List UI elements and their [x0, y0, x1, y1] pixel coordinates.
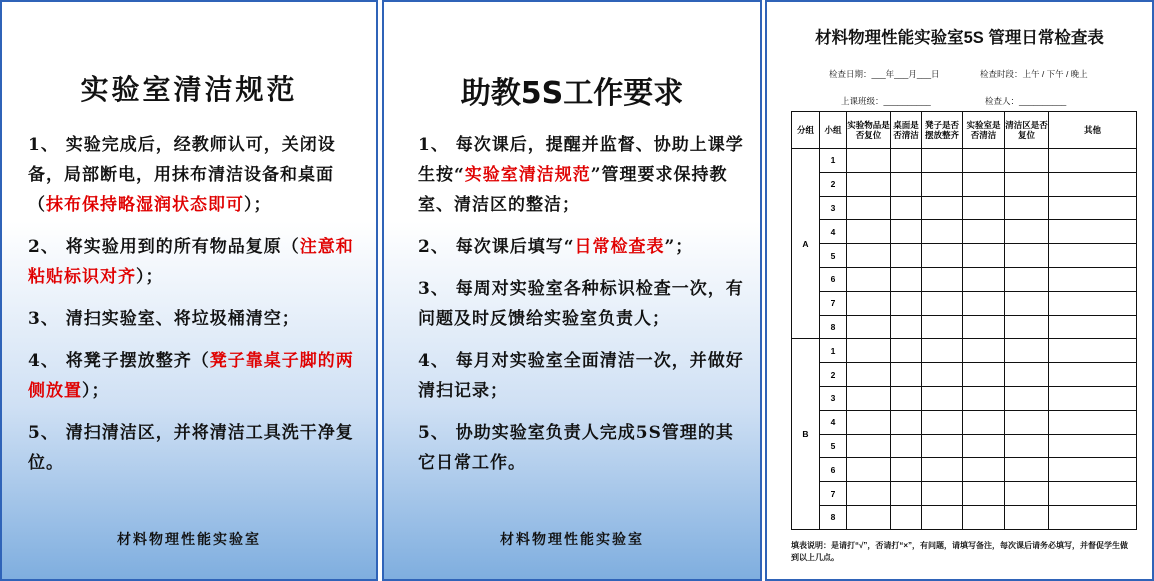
check-cell[interactable]	[1049, 410, 1137, 434]
check-cell[interactable]	[922, 434, 963, 458]
period-field[interactable]: 检查时段：上午 / 下午 / 晚上	[980, 69, 1088, 79]
table-row	[792, 458, 1137, 482]
column-header: 其他	[1049, 112, 1137, 149]
check-cell[interactable]	[1049, 505, 1137, 529]
check-cell[interactable]	[963, 220, 1005, 244]
rules-list	[28, 130, 358, 490]
date-field[interactable]: 检查日期：___年___月___日	[829, 69, 940, 79]
check-cell[interactable]	[922, 386, 963, 410]
subgroup-number-cell: 5	[820, 244, 847, 268]
check-cell[interactable]	[922, 220, 963, 244]
subgroup-number-cell: 5	[820, 434, 847, 458]
rule-item: 2、 将实验用到的所有物品复原（注意和粘贴标识对齐）；	[28, 237, 354, 287]
check-cell[interactable]	[1049, 172, 1137, 196]
check-cell[interactable]	[891, 196, 922, 220]
check-cell[interactable]	[847, 149, 891, 173]
check-cell[interactable]	[847, 291, 891, 315]
check-cell[interactable]	[891, 410, 922, 434]
subgroup-number-cell: 2	[820, 172, 847, 196]
requirements-list	[418, 130, 746, 490]
table-row	[792, 339, 1137, 363]
check-cell[interactable]	[963, 339, 1005, 363]
subgroup-number-cell: 3	[820, 196, 847, 220]
table-row	[792, 149, 1137, 173]
check-cell[interactable]	[963, 434, 1005, 458]
group-cell: B	[792, 339, 820, 529]
check-cell[interactable]	[963, 363, 1005, 387]
check-cell[interactable]	[963, 267, 1005, 291]
check-cell[interactable]	[891, 434, 922, 458]
requirement-item: 4、 每月对实验室全面清洁一次，并做好清扫记录；	[418, 351, 744, 401]
table-row	[792, 482, 1137, 506]
check-cell[interactable]	[1049, 482, 1137, 506]
check-cell[interactable]	[1005, 220, 1049, 244]
subgroup-number-cell: 2	[820, 363, 847, 387]
poster-footer: 材料物理性能实验室	[500, 532, 644, 548]
check-cell[interactable]	[1005, 196, 1049, 220]
table-row	[792, 220, 1137, 244]
check-cell[interactable]	[1005, 410, 1049, 434]
check-cell[interactable]	[963, 149, 1005, 173]
check-cell[interactable]	[1005, 149, 1049, 173]
check-cell[interactable]	[847, 458, 891, 482]
check-cell[interactable]	[891, 172, 922, 196]
check-cell[interactable]	[891, 149, 922, 173]
column-header: 分组	[792, 112, 820, 149]
check-cell[interactable]	[963, 244, 1005, 268]
check-cell[interactable]	[1005, 482, 1049, 506]
check-cell[interactable]	[1005, 315, 1049, 339]
check-cell[interactable]	[1005, 386, 1049, 410]
table-row	[792, 267, 1137, 291]
table-row	[792, 196, 1137, 220]
form-instructions: 填表说明：是请打“√”，否请打“×”，有问题，请填写备注，每次课后请务必填写，并督促学生做到以上几点。	[791, 541, 1129, 562]
table-header-row	[792, 112, 1137, 149]
table-row	[792, 505, 1137, 529]
subgroup-number-cell: 4	[820, 410, 847, 434]
check-cell[interactable]	[847, 267, 891, 291]
check-cell[interactable]	[922, 291, 963, 315]
check-cell[interactable]	[1005, 267, 1049, 291]
column-header: 凳子是否摆放整齐	[922, 112, 963, 149]
check-cell[interactable]	[922, 267, 963, 291]
check-cell[interactable]	[922, 196, 963, 220]
form-title: 材料物理性能实验室5S 管理日常检查表	[815, 29, 1104, 47]
check-cell[interactable]	[922, 149, 963, 173]
check-cell[interactable]	[922, 410, 963, 434]
table-row	[792, 386, 1137, 410]
check-cell[interactable]	[963, 291, 1005, 315]
requirement-item: 1、 每次课后，提醒并监督、协助上课学生按“实验室清洁规范”管理要求保持教室、清洁区的整洁；	[418, 135, 744, 215]
check-cell[interactable]	[847, 220, 891, 244]
check-cell[interactable]	[891, 505, 922, 529]
requirement-item: 2、 每次课后填写“日常检查表”；	[418, 237, 694, 257]
check-cell[interactable]	[891, 458, 922, 482]
check-cell[interactable]	[1005, 434, 1049, 458]
check-cell[interactable]	[1049, 244, 1137, 268]
check-cell[interactable]	[963, 505, 1005, 529]
rule-item: 5、 清扫清洁区，并将清洁工具洗干净复位。	[28, 423, 354, 473]
poster-title: 助教5S工作要求	[460, 76, 684, 111]
check-cell[interactable]	[847, 244, 891, 268]
check-cell[interactable]	[963, 315, 1005, 339]
check-cell[interactable]	[891, 220, 922, 244]
check-cell[interactable]	[922, 172, 963, 196]
check-cell[interactable]	[847, 434, 891, 458]
check-cell[interactable]	[1049, 315, 1137, 339]
subgroup-number-cell: 7	[820, 482, 847, 506]
subgroup-number-cell: 8	[820, 505, 847, 529]
requirement-item: 3、 每周对实验室各种标识检查一次，有问题及时反馈给实验室负责人；	[418, 279, 744, 329]
subgroup-number-cell: 8	[820, 315, 847, 339]
check-cell[interactable]	[1005, 505, 1049, 529]
check-cell[interactable]	[922, 482, 963, 506]
column-header: 小组	[820, 112, 847, 149]
daily-inspection-form	[765, 0, 1154, 581]
check-cell[interactable]	[847, 196, 891, 220]
table-row	[792, 363, 1137, 387]
subgroup-number-cell: 3	[820, 386, 847, 410]
check-cell[interactable]	[963, 410, 1005, 434]
table-row	[792, 172, 1137, 196]
check-cell[interactable]	[1049, 149, 1137, 173]
assistant-requirements-poster	[382, 0, 762, 581]
check-cell[interactable]	[891, 363, 922, 387]
check-cell[interactable]	[1049, 267, 1137, 291]
table-row	[792, 244, 1137, 268]
check-cell[interactable]	[1049, 363, 1137, 387]
check-cell[interactable]	[847, 363, 891, 387]
check-cell[interactable]	[891, 267, 922, 291]
check-cell[interactable]	[891, 386, 922, 410]
check-cell[interactable]	[1005, 363, 1049, 387]
check-cell[interactable]	[891, 315, 922, 339]
check-cell[interactable]	[847, 339, 891, 363]
table-row	[792, 410, 1137, 434]
rule-item: 4、 将凳子摆放整齐（凳子靠桌子脚的两侧放置）；	[28, 351, 354, 401]
column-header: 清洁区是否复位	[1005, 112, 1049, 149]
subgroup-number-cell: 6	[820, 267, 847, 291]
subgroup-number-cell: 1	[820, 149, 847, 173]
check-cell[interactable]	[1049, 386, 1137, 410]
rule-item: 3、 清扫实验室、将垃圾桶清空；	[28, 309, 300, 329]
check-cell[interactable]	[1049, 220, 1137, 244]
check-cell[interactable]	[1005, 458, 1049, 482]
check-cell[interactable]	[847, 172, 891, 196]
check-cell[interactable]	[963, 196, 1005, 220]
check-cell[interactable]	[891, 339, 922, 363]
check-cell[interactable]	[1005, 244, 1049, 268]
column-header: 实验室是否清洁	[963, 112, 1005, 149]
cleaning-rules-poster	[0, 0, 378, 581]
check-cell[interactable]	[963, 482, 1005, 506]
check-cell[interactable]	[891, 244, 922, 268]
rule-item: 1、 实验完成后，经教师认可，关闭设备，局部断电，用抹布清洁设备和桌面（抹布保持略湿润状态即可）；	[28, 135, 336, 215]
check-cell[interactable]	[922, 315, 963, 339]
check-cell[interactable]	[963, 386, 1005, 410]
subgroup-number-cell: 6	[820, 458, 847, 482]
table-row	[792, 315, 1137, 339]
table-row	[792, 434, 1137, 458]
requirement-item: 5、 协助实验室负责人完成5S管理的其它日常工作。	[418, 423, 734, 473]
check-cell[interactable]	[1049, 339, 1137, 363]
column-header: 桌面是否清洁	[891, 112, 922, 149]
subgroup-number-cell: 7	[820, 291, 847, 315]
check-cell[interactable]	[1049, 196, 1137, 220]
inspector-field[interactable]: 检查人：__________	[985, 96, 1067, 106]
check-cell[interactable]	[891, 482, 922, 506]
check-cell[interactable]	[1049, 458, 1137, 482]
group-cell: A	[792, 149, 820, 339]
check-cell[interactable]	[847, 482, 891, 506]
check-cell[interactable]	[922, 363, 963, 387]
class-field[interactable]: 上课班级：__________	[841, 96, 931, 106]
subgroup-number-cell: 4	[820, 220, 847, 244]
inspection-table	[791, 111, 1137, 530]
check-cell[interactable]	[1049, 291, 1137, 315]
check-cell[interactable]	[1005, 172, 1049, 196]
check-cell[interactable]	[922, 339, 963, 363]
check-cell[interactable]	[1005, 339, 1049, 363]
subgroup-number-cell: 1	[820, 339, 847, 363]
table-row	[792, 291, 1137, 315]
check-cell[interactable]	[847, 315, 891, 339]
check-cell[interactable]	[922, 458, 963, 482]
check-cell[interactable]	[847, 505, 891, 529]
check-cell[interactable]	[847, 410, 891, 434]
check-cell[interactable]	[922, 244, 963, 268]
check-cell[interactable]	[891, 291, 922, 315]
check-cell[interactable]	[922, 505, 963, 529]
poster-title: 实验室清洁规范	[80, 73, 298, 106]
check-cell[interactable]	[1005, 291, 1049, 315]
check-cell[interactable]	[847, 386, 891, 410]
poster-footer: 材料物理性能实验室	[117, 532, 261, 548]
check-cell[interactable]	[963, 458, 1005, 482]
check-cell[interactable]	[1049, 434, 1137, 458]
check-cell[interactable]	[963, 172, 1005, 196]
column-header: 实验物品是否复位	[847, 112, 891, 149]
